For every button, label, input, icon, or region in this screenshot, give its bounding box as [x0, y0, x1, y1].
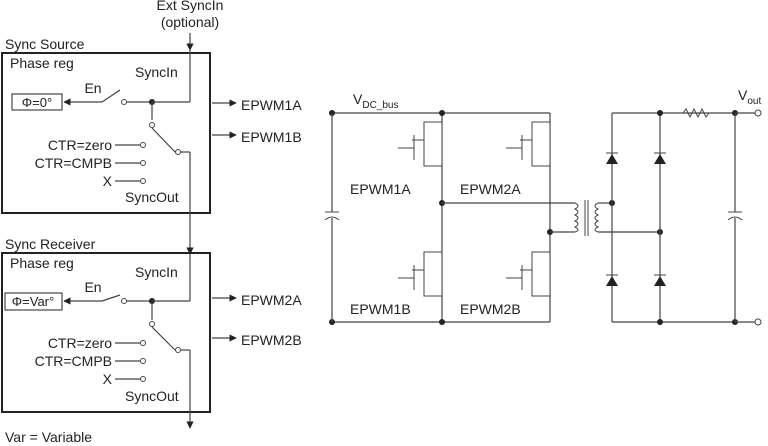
- sync-receiver-out-b: EPWM2B: [241, 332, 302, 348]
- mosfet-q3: [398, 252, 442, 296]
- footnote: Var = Variable: [5, 429, 93, 445]
- q4-label: EPWM2B: [460, 301, 521, 317]
- sync-receiver-syncout: SyncOut: [125, 388, 179, 404]
- mosfet-q2: [506, 122, 550, 166]
- sync-receiver-phase-reg: Phase reg: [10, 255, 74, 271]
- mosfet-q1: [398, 122, 442, 166]
- mosfet-q4: [506, 252, 550, 296]
- sync-source-box: [2, 53, 210, 213]
- sync-source-out-b: EPWM1B: [241, 129, 302, 145]
- ext-syncin-label: Ext SyncIn: [156, 0, 224, 13]
- sync-receiver-x: X: [102, 371, 112, 387]
- sync-source-ctr-cmpb: CTR=CMPB: [34, 155, 112, 171]
- sync-source-syncin: SyncIn: [135, 64, 178, 80]
- q2-label: EPWM2A: [460, 181, 521, 197]
- vdc-label: $V_{DC\_bus}$: [353, 91, 399, 111]
- sync-source-out-a: EPWM1A: [241, 97, 302, 113]
- sync-receiver-box: [2, 253, 210, 412]
- diode-d1: [606, 153, 618, 164]
- sync-receiver-phase-value: Φ=Var°: [11, 294, 55, 309]
- ext-syncin-note: (optional): [160, 14, 220, 30]
- sync-receiver-syncin: SyncIn: [135, 264, 178, 280]
- q3-label: EPWM1B: [350, 301, 411, 317]
- diode-d3: [606, 275, 618, 286]
- vout-terminal-neg: [755, 319, 761, 325]
- sync-source-ctr-zero: CTR=zero: [47, 137, 112, 153]
- sync-source-phase-reg: Phase reg: [10, 55, 74, 71]
- diode-d4: [654, 275, 666, 286]
- sync-receiver-title: Sync Receiver: [5, 236, 96, 252]
- sync-source-en: En: [84, 80, 102, 96]
- vout-terminal-pos: [755, 110, 761, 116]
- diode-d2: [654, 153, 666, 164]
- sync-receiver-ctr-zero: CTR=zero: [47, 335, 112, 351]
- transformer: [575, 200, 598, 236]
- sync-receiver-en: En: [84, 279, 102, 295]
- sync-source-syncout: SyncOut: [125, 189, 179, 205]
- vout-label: $V_{out}$: [738, 87, 762, 107]
- sync-receiver-ctr-cmpb: CTR=CMPB: [34, 353, 112, 369]
- sync-source-phase-value: Φ=0°: [21, 95, 53, 110]
- sync-source-title: Sync Source: [5, 36, 85, 52]
- sync-receiver-out-a: EPWM2A: [241, 292, 302, 308]
- q1-label: EPWM1A: [350, 181, 411, 197]
- sync-source-x: X: [102, 173, 112, 189]
